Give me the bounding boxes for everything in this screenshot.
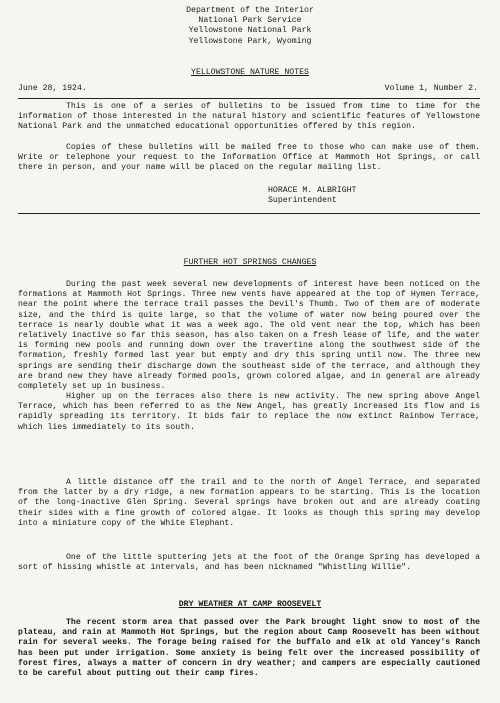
- signature-block: [268, 186, 356, 206]
- issue-date: June 28, 1924.: [18, 84, 87, 93]
- hot-springs-paragraph-4: One of the little sputtering jets at the foot of the Orange Spring has developed a sort of hissing whistle at intervals, and has been nicknamed "Whistling Willie".: [18, 553, 480, 573]
- divider-middle: [18, 213, 480, 214]
- letterhead-location: Yellowstone Park, Wyoming: [188, 36, 312, 46]
- signature-title: Superintendent: [268, 196, 337, 206]
- hot-springs-paragraph-2: Higher up on the terraces also there is new activity. The new spring above Angel Terrace, which has been referred to as the New Angel, has greatly increased its flow and is rapidly spreading its territory. It bids fair to replace the now extinct Rainbow Terrace, which lies immediately to its south.: [18, 392, 480, 432]
- letterhead: [0, 6, 500, 47]
- issue-volume: Volume 1, Number 2.: [384, 84, 478, 93]
- hot-springs-paragraph-3: A little distance off the trail and to the north of Angel Terrace, and separated from the latter by a dry ridge, a new formation appears to be starting. This is the location of the long-inactive Glen Spring. Several springs have broken out and are already coating their sides with a fine growth of colored algae. It looks as though this spring may develop into a miniature copy of the White Elephant.: [18, 478, 480, 528]
- publication-title: YELLOWSTONE NATURE NOTES: [191, 68, 309, 77]
- letterhead-service: National Park Service: [198, 16, 302, 26]
- dateline: [18, 84, 478, 94]
- section-heading-hot-springs: FURTHER HOT SPRINGS CHANGES: [183, 258, 317, 267]
- intro-paragraph-1: This is one of a series of bulletins to be issued from time to time for the information of those interested in the natural history and scientific features of Yellowstone National Park and the unmatched educational opportunities offered by this region.: [18, 102, 480, 132]
- letterhead-department: Department of the Interior: [186, 6, 314, 15]
- hot-springs-paragraph-1: During the past week several new developments of interest have been noticed on the formations at Mammoth Hot Springs. Three new vents have appeared at the top of Hymen Terrace, near the point where the terrace trail passes the Devil's Thumb. Two of them are of moderate size, and the third is quite large, so that the volume of water now being poured over the terrace is nearly double what it was a week ago. The old vent near the top, which has been relatively inactive so far this season, has also taken on a fresh lease of life, and the water is forming new pools and running down over the travertine along the southwest side of the formation, freshly formed last year but empty and dry this spring until now. The three new springs are sending their discharge down the southeast side of the terrace, and although they are brand new they have already formed pools, grown colored algae, and in general are already completely set up in business.: [18, 280, 480, 392]
- section-heading-dry-weather: DRY WEATHER AT CAMP ROOSEVELT: [178, 600, 322, 609]
- divider-top: [18, 98, 480, 99]
- letterhead-park: Yellowstone National Park: [188, 26, 312, 36]
- intro-paragraph-2: Copies of these bulletins will be mailed free to those who can make use of them. Write or telephone your request to the Information Office at Mammoth Hot Springs, or call there in person, and your name will be placed on the regular mailing list.: [18, 143, 480, 173]
- signature-name: HORACE M. ALBRIGHT: [268, 186, 357, 195]
- dry-weather-paragraph: The recent storm area that passed over the Park brought light snow to most of the plateau, and rain at Mammoth Hot Springs, but the region about Camp Roosevelt has been without rain for several weeks. The forage being raised for the buffalo and elk at old Yancey's Ranch has been put under irrigation. Some anxiety is being felt over the increased possibility of forest fires, always a matter of concern in dry weather; and campers are especially cautioned to be careful about putting out their camp fires.: [18, 618, 480, 679]
